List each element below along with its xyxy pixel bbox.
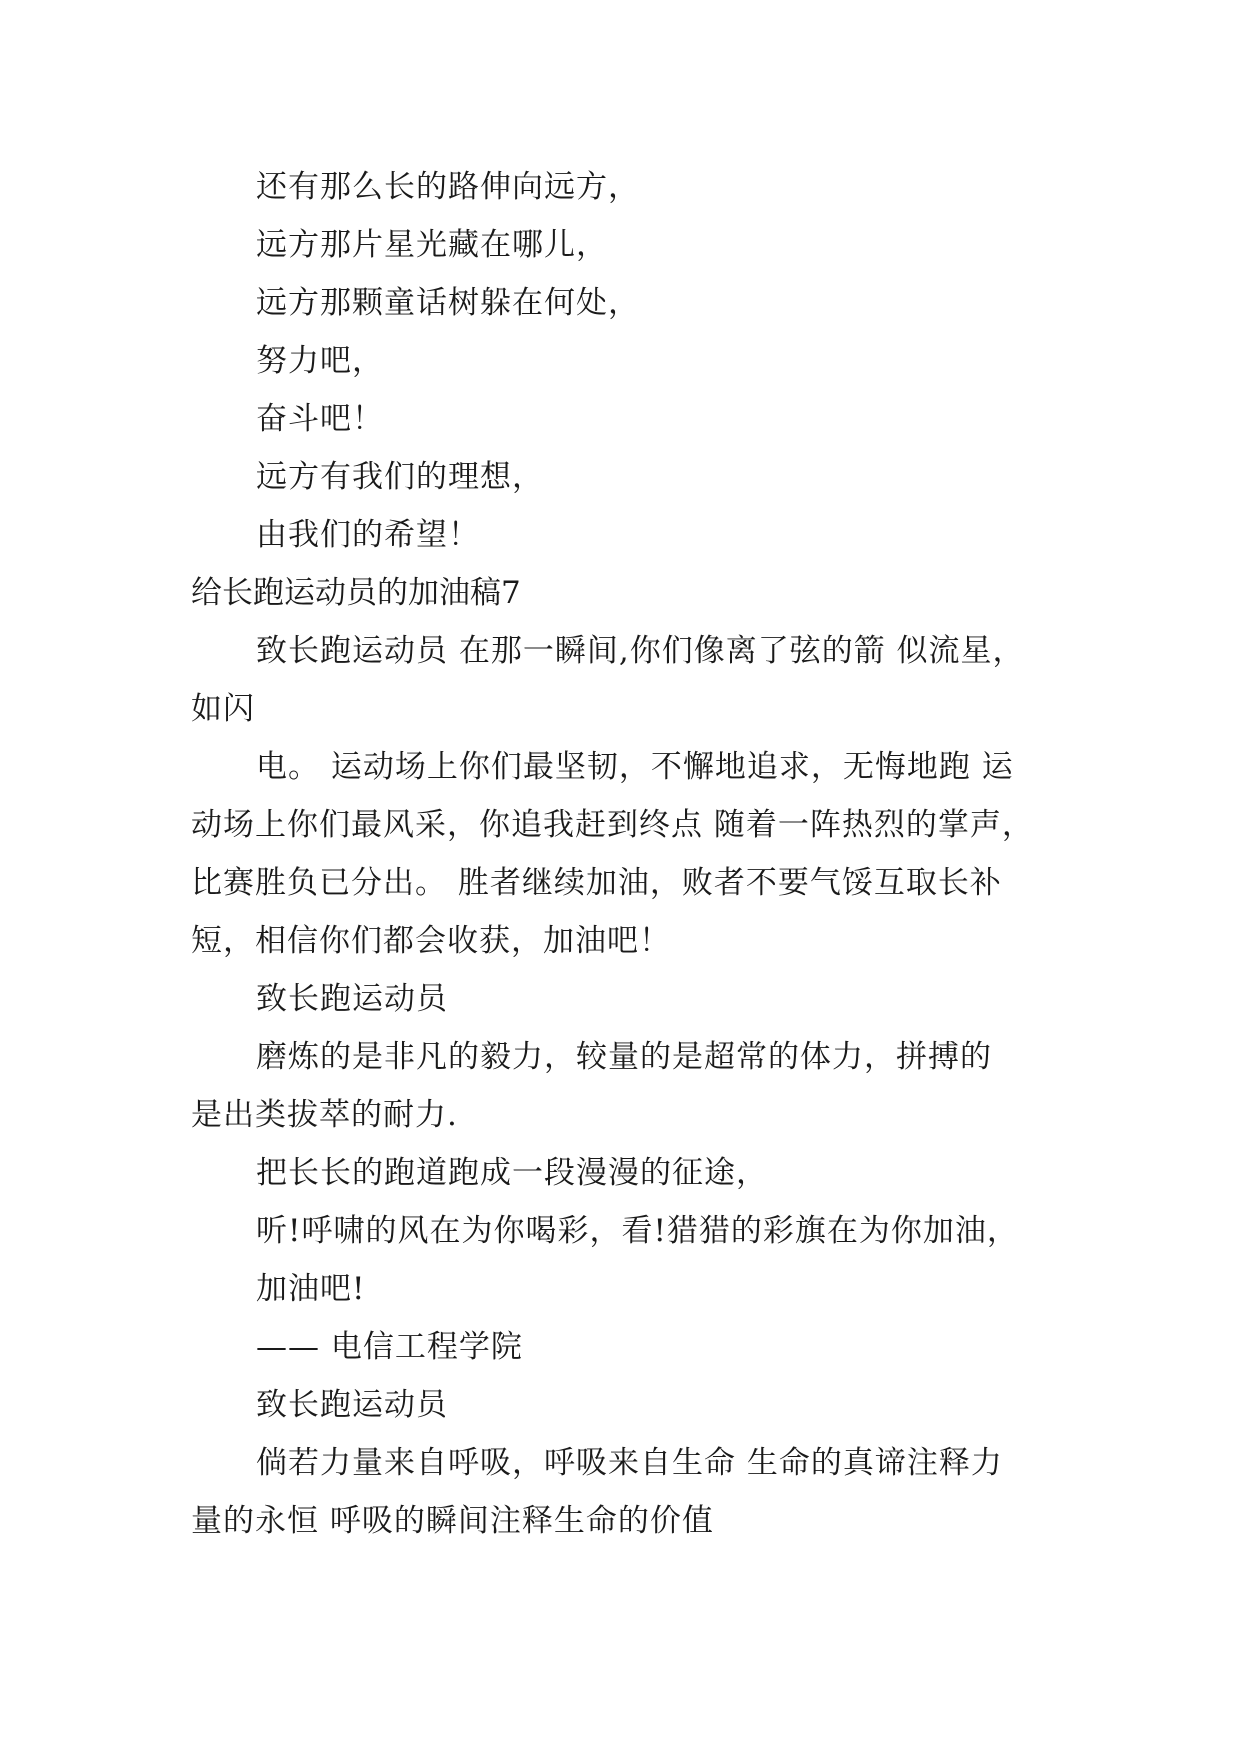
- signature-line: —— 电信工程学院: [256, 1329, 523, 1365]
- paragraph-line: 短，相信你们都会收获，加油吧！: [191, 923, 671, 959]
- paragraph-line: 致长跑运动员: [256, 1387, 448, 1423]
- poem-line: 努力吧，: [256, 343, 384, 379]
- section-heading: 给长跑运动员的加油稿7: [191, 575, 521, 611]
- poem-line: 远方有我们的理想，: [256, 459, 544, 495]
- poem-line: 由我们的希望！: [256, 517, 480, 553]
- paragraph-line: 致长跑运动员: [256, 981, 448, 1017]
- paragraph-line: 致长跑运动员 在那一瞬间,你们像离了弦的箭 似流星，: [256, 633, 1025, 669]
- paragraph-line: 倘若力量来自呼吸，呼吸来自生命 生命的真谛注释力: [256, 1445, 1003, 1481]
- paragraph-line: 量的永恒 呼吸的瞬间注释生命的价值: [191, 1503, 714, 1539]
- paragraph-line: 动场上你们最风采，你追我赶到终点 随着一阵热烈的掌声，: [191, 807, 1034, 843]
- paragraph-line: 加油吧!: [256, 1271, 366, 1307]
- paragraph-line: 把长长的跑道跑成一段漫漫的征途，: [256, 1155, 768, 1191]
- paragraph-line: 比赛胜负已分出。 胜者继续加油，败者不要气馁互取长补: [191, 865, 1002, 901]
- paragraph-line: 电。 运动场上你们最坚韧，不懈地追求，无悔地跑 运: [256, 749, 1014, 785]
- document-body: [191, 158, 1061, 1550]
- paragraph-line: 是出类拔萃的耐力.: [191, 1097, 458, 1133]
- paragraph-line: 如闪: [191, 691, 255, 727]
- paragraph-line: 磨炼的是非凡的毅力，较量的是超常的体力，拼搏的: [256, 1039, 992, 1075]
- poem-line: 还有那么长的路伸向远方，: [256, 169, 640, 205]
- poem-line: 奋斗吧！: [256, 401, 384, 437]
- poem-line: 远方那片星光藏在哪儿，: [256, 227, 608, 263]
- poem-line: 远方那颗童话树躲在何处，: [256, 285, 640, 321]
- paragraph-line: 听!呼啸的风在为你喝彩，看!猎猎的彩旗在为你加油，: [256, 1213, 1019, 1249]
